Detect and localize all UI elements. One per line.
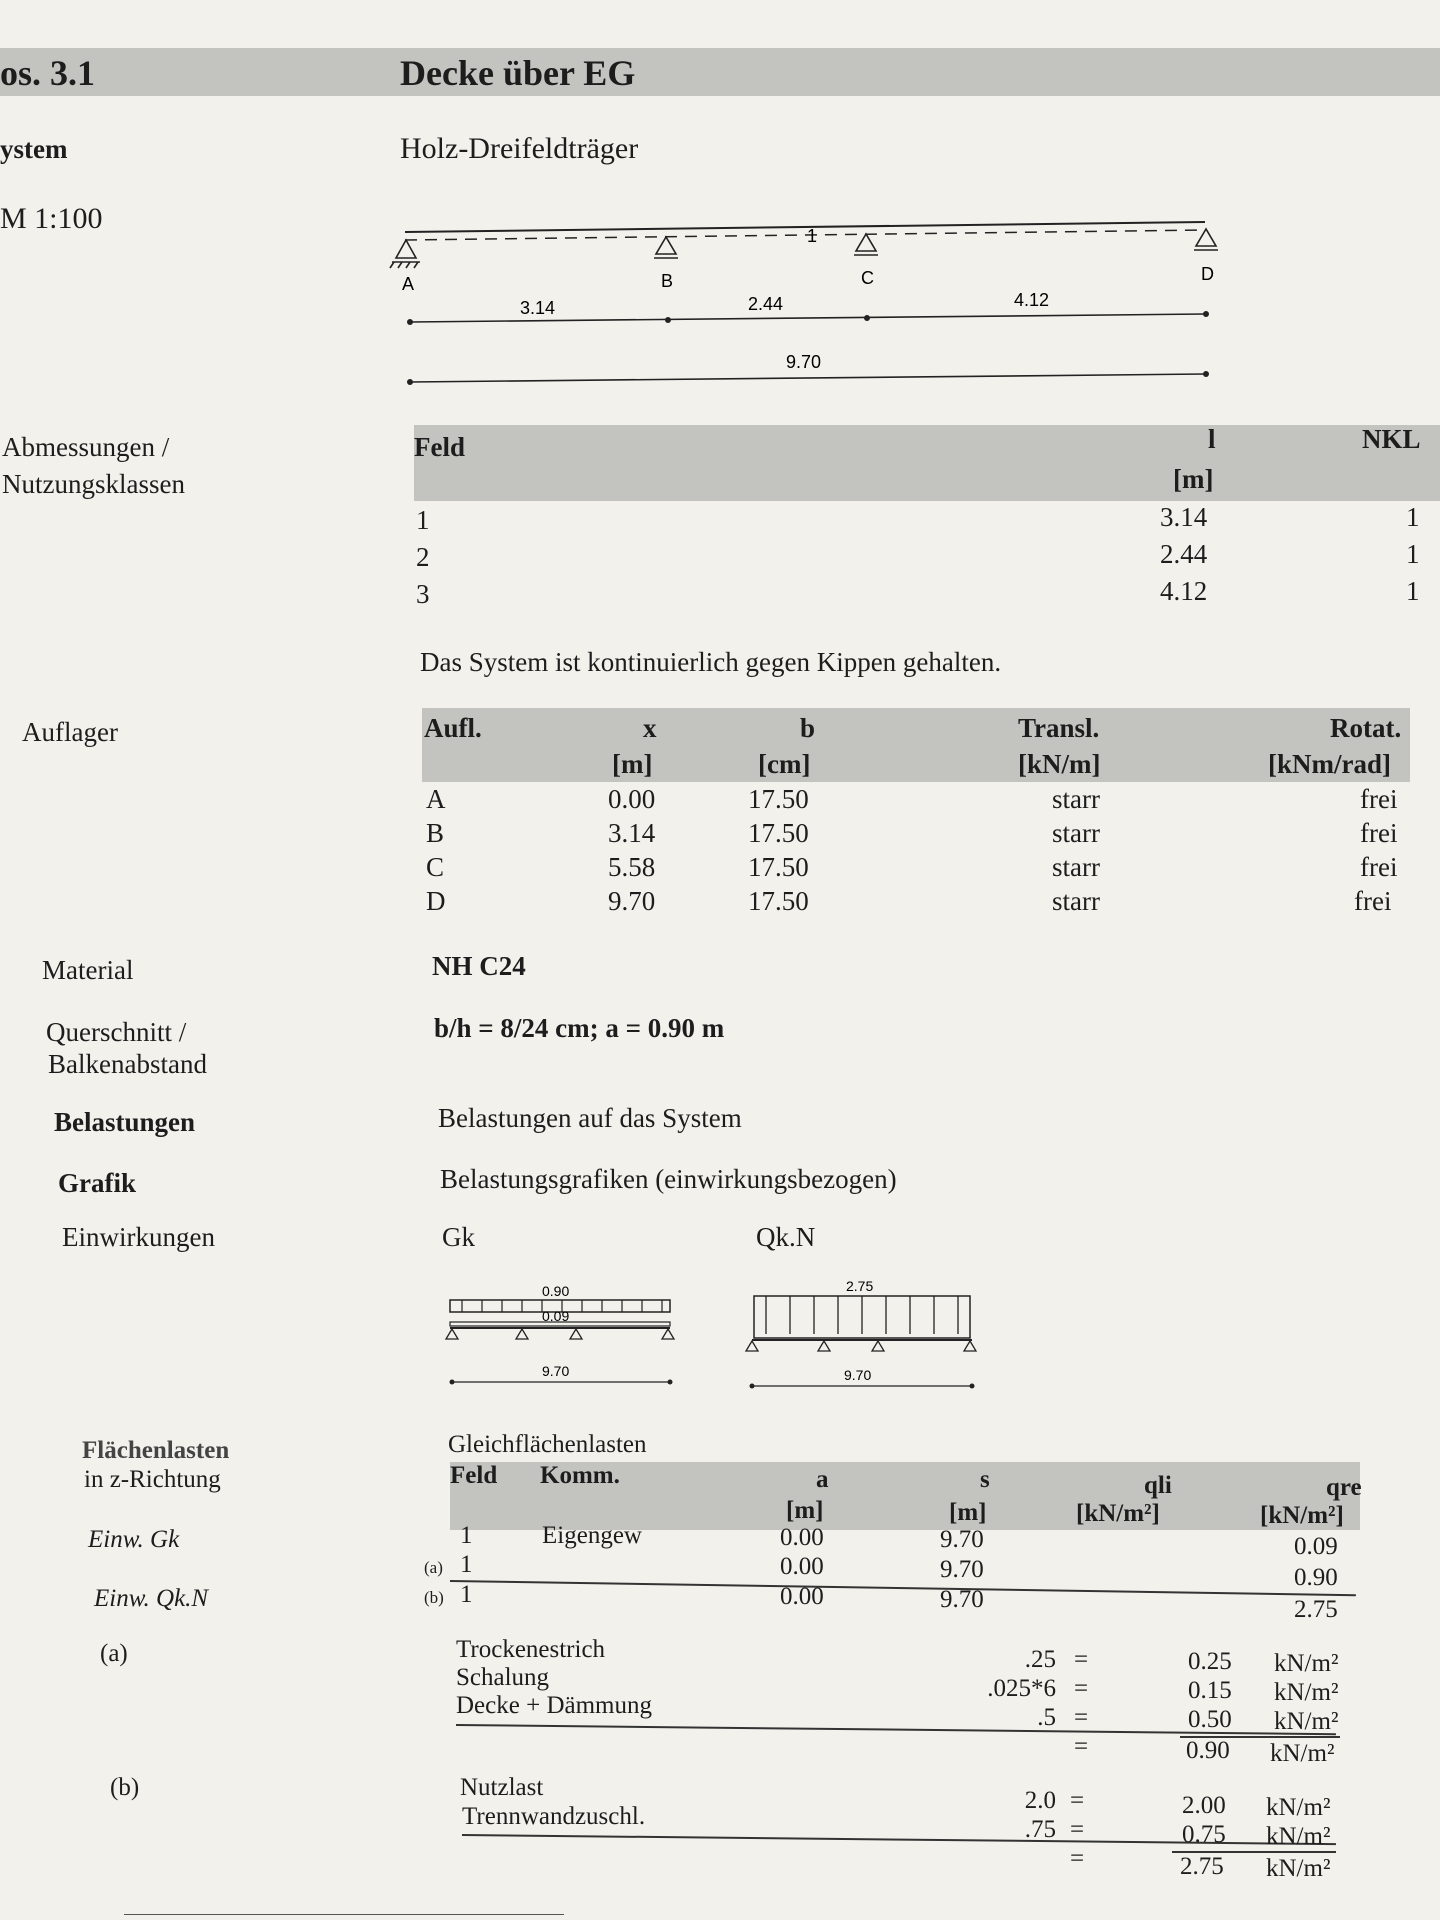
support-c-aufl: C [426,852,445,882]
calc-a-expr-3: .5 [1037,1704,1056,1731]
area-row-2-qre: 0.90 [1294,1564,1338,1591]
grafik-text: Belastungsgrafiken (einwirkungsbezogen) [440,1164,897,1194]
support-b-b: 17.50 [748,818,809,848]
span-label-3: 4.12 [1014,290,1050,310]
belastungen-text: Belastungen auf das System [438,1103,742,1133]
support-a-aufl: A [426,784,446,814]
calc-b-expr-1: 2.0 [1024,1787,1056,1814]
support-label-d: D [1201,264,1214,284]
page-title: Decke über EG [400,53,636,93]
gk-load-bottom: 0.09 [542,1308,570,1324]
fields-header-l: l [1208,424,1216,454]
area-row-2-a: 0.00 [780,1553,824,1580]
support-b-rotat: frei [1360,818,1398,848]
material-value: NH C24 [432,951,526,981]
fields-row-3-feld: 3 [416,579,430,609]
supports-header-aufl: Aufl. [424,713,482,743]
supports-unit-b: [cm] [758,749,811,779]
fields-header-unit: [m] [1173,464,1214,494]
area-header-a: a [816,1466,829,1493]
calc-b-unit-1: kN/m² [1266,1794,1331,1821]
calc-a-eq-3: = [1074,1704,1089,1731]
calc-a-eq-sum: = [1074,1733,1089,1760]
qk-load-graphic [740,1276,980,1400]
qk-label: Qk.N [756,1222,816,1252]
calc-a-val-3: 0.50 [1188,1706,1232,1733]
support-c-icon [854,234,878,255]
area-row-1-feld: 1 [460,1522,473,1549]
qk-span: 9.70 [844,1367,872,1383]
label-einw-gk: Einw. Gk [88,1526,180,1553]
area-row-1-qre: 0.09 [1294,1533,1338,1560]
support-a-transl: starr [1052,784,1100,814]
calc-a-unit-1: kN/m² [1274,1650,1339,1677]
area-loads-title: Gleichflächenlasten [448,1431,647,1458]
total-span-label: 9.70 [786,352,822,372]
page-bottom-rule [124,1914,564,1915]
fields-row-3-nkl: 1 [1406,576,1420,606]
area-row-2-s: 9.70 [940,1556,984,1583]
support-d-rotat: frei [1354,886,1392,916]
support-c-rotat: frei [1360,852,1398,882]
calc-b-sum: 2.75 [1180,1853,1224,1880]
area-row-1-komm: Eigengew [542,1522,642,1549]
calc-a-unit-sum: kN/m² [1270,1740,1335,1767]
label-flaechenlasten-2: in z-Richtung [84,1466,221,1493]
area-unit-s: [m] [949,1499,987,1526]
supports-unit-x: [m] [612,749,653,779]
supports-header-rotat: Rotat. [1330,713,1402,743]
area-row-1-s: 9.70 [940,1526,984,1553]
calc-b-eq-sum: = [1070,1845,1085,1872]
fields-row-1-feld: 1 [416,505,430,535]
support-d-icon [1194,229,1218,250]
area-row-3-qre: 2.75 [1294,1596,1338,1623]
label-b: (b) [110,1774,140,1801]
support-a-x: 0.00 [608,784,656,814]
calc-a-val-1: 0.25 [1188,1648,1232,1675]
label-auflager: Auflager [22,717,118,747]
label-querschnitt-2: Balkenabstand [48,1049,207,1079]
label-flaechenlasten-1: Flächenlasten [82,1437,230,1464]
calc-a-unit-3: kN/m² [1274,1708,1339,1735]
supports-unit-rotat: [kNm/rad] [1268,749,1391,779]
system-subtitle: Holz-Dreifeldträger [400,132,639,165]
beam-label: 1 [807,226,818,246]
support-label-c: C [861,268,874,288]
beam-system-diagram [380,210,1240,400]
supports-table-header [422,708,1410,782]
support-d-aufl: D [426,886,446,916]
calc-a-name-2: Schalung [456,1664,550,1691]
position-number: os. 3.1 [0,53,96,93]
calc-a-val-2: 0.15 [1188,1677,1232,1704]
label-a: (a) [100,1640,128,1667]
fields-header-feld: Feld [414,432,465,462]
gk-load-graphic [440,1278,680,1398]
support-a-b: 17.50 [748,784,809,814]
span-label-1: 3.14 [520,298,556,318]
area-row-1-a: 0.00 [780,1524,824,1551]
label-querschnitt-1: Querschnitt / [46,1017,187,1047]
supports-header-b: b [800,713,816,743]
span-label-2: 2.44 [748,294,784,314]
calc-a-eq-2: = [1074,1675,1089,1702]
support-a-rotat: frei [1360,784,1398,814]
label-einwirkungen: Einwirkungen [62,1222,215,1252]
support-b-transl: starr [1052,818,1100,848]
fields-row-2-feld: 2 [416,542,430,572]
area-row-3-feld: 1 [460,1581,473,1608]
support-b-icon [654,237,678,258]
area-unit-qli: [kN/m²] [1076,1500,1160,1527]
area-row-2-mark: (a) [424,1558,443,1577]
area-row-3-mark: (b) [424,1588,444,1607]
label-dims-1: Abmessungen / [2,432,170,462]
fields-row-1-nkl: 1 [1406,502,1420,532]
calc-a-expr-2: .025*6 [987,1675,1056,1702]
calc-a-unit-2: kN/m² [1274,1679,1339,1706]
support-label-a: A [402,274,415,294]
label-einw-qk: Einw. Qk.N [94,1585,209,1612]
fields-row-2-l: 2.44 [1160,539,1208,569]
querschnitt-value: b/h = 8/24 cm; a = 0.90 m [434,1013,725,1043]
area-unit-a: [m] [786,1497,824,1524]
label-scale: M 1:100 [0,202,103,235]
fields-table-header [414,425,1440,501]
calc-b-eq-1: = [1070,1787,1085,1814]
supports-header-x: x [643,713,657,743]
area-row-2-feld: 1 [460,1551,473,1578]
calc-b-val-1: 2.00 [1182,1792,1226,1819]
label-system: ystem [0,134,68,164]
support-b-aufl: B [426,818,445,848]
calc-b-sum-line [1172,1851,1336,1853]
calc-a-sum: 0.90 [1186,1737,1230,1764]
calc-a-name-3: Decke + Dämmung [456,1692,652,1719]
calc-b-unit-2: kN/m² [1266,1823,1331,1850]
calc-b-eq-2: = [1070,1816,1085,1843]
kippen-note: Das System ist kontinuierlich gegen Kippen gehalten. [420,647,1002,677]
calc-b-val-2: 0.75 [1182,1821,1226,1848]
calc-b-unit-sum: kN/m² [1266,1855,1331,1882]
label-material: Material [42,955,134,985]
header-band [0,48,1440,96]
area-header-qre: qre [1326,1474,1362,1501]
support-c-transl: starr [1052,852,1100,882]
fields-header-nkl: NKL [1362,424,1421,454]
area-unit-qre: [kN/m²] [1260,1502,1344,1529]
area-header-qli: qli [1144,1472,1172,1499]
gk-label: Gk [442,1222,475,1252]
area-row-3-s: 9.70 [940,1586,984,1613]
qk-load: 2.75 [846,1278,874,1294]
area-header-komm: Komm. [540,1462,620,1489]
area-row-3-a: 0.00 [780,1583,824,1610]
support-a-icon [390,240,420,268]
calc-b-name-1: Nutzlast [460,1774,544,1801]
gk-span: 9.70 [542,1363,570,1379]
area-row-divider [450,1580,1356,1596]
support-b-x: 3.14 [608,818,656,848]
fields-row-2-nkl: 1 [1406,539,1420,569]
support-c-b: 17.50 [748,852,809,882]
label-belastungen: Belastungen [54,1107,196,1137]
support-label-b: B [661,271,674,291]
calc-b-name-2: Trennwandzuschl. [462,1803,646,1830]
fields-row-3-l: 4.12 [1160,576,1208,606]
calc-a-name-1: Trockenestrich [456,1636,606,1663]
label-grafik: Grafik [58,1168,136,1198]
supports-header-transl: Transl. [1018,713,1100,743]
calc-a-sum-line [1180,1736,1340,1738]
calc-a-eq-1: = [1074,1646,1089,1673]
area-header-s: s [980,1466,990,1493]
area-header-feld: Feld [450,1462,498,1489]
support-d-transl: starr [1052,886,1100,916]
gk-load-top: 0.90 [542,1283,570,1299]
supports-unit-transl: [kN/m] [1018,749,1101,779]
label-dims-2: Nutzungsklassen [2,469,185,499]
support-c-x: 5.58 [608,852,656,882]
support-d-b: 17.50 [748,886,809,916]
calc-a-expr-1: .25 [1024,1646,1056,1673]
calc-b-expr-2: .75 [1024,1816,1056,1843]
support-d-x: 9.70 [608,886,656,916]
fields-row-1-l: 3.14 [1160,502,1208,532]
